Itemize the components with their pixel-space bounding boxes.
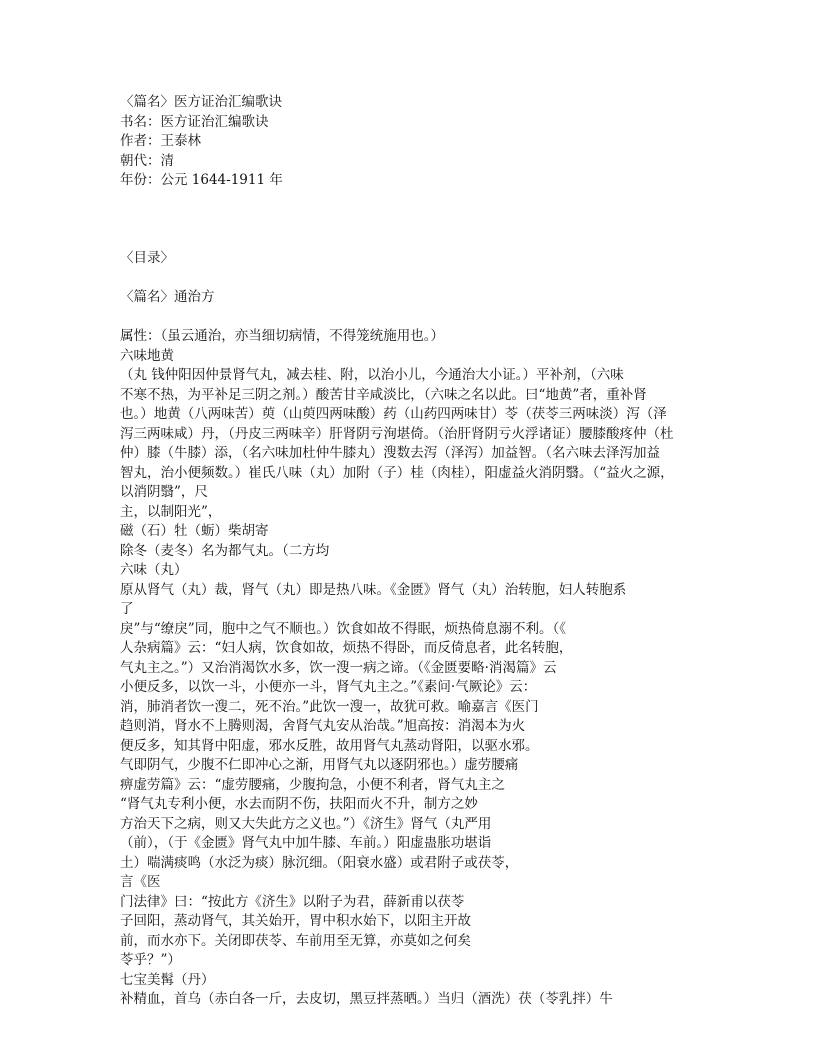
text-line: 七宝美髯（丹） bbox=[120, 971, 215, 988]
text-line: 泻三两味咸）丹，（丹皮三两味辛）肝肾阴亏洵堪倚。（治肝肾阴亏火浮诸证）腰膝酸疼仲（杜 bbox=[120, 425, 674, 442]
text-line: 门法律》曰：“按此方《济生》以附子为君，薛新甫以茯苓 bbox=[120, 893, 465, 910]
text-line: 气即阴气，少腹不仁即冲心之渐，用肾气丸以逐阴邪也。）虚劳腰痛 bbox=[120, 757, 519, 773]
text-line: 原从肾气（丸）裁，肾气（丸）即是热八味。《金匮》肾气（丸）治转胞，妇人转胞系 bbox=[120, 581, 627, 598]
spacer bbox=[120, 308, 700, 328]
text-line: 除冬（麦冬）名为都气丸。（二方均 bbox=[120, 542, 330, 559]
body-text bbox=[120, 327, 700, 1010]
dynasty: 朝代：清 bbox=[120, 152, 174, 169]
text-line: （前），（于《金匮》肾气丸中加牛膝、车前。）阳虚蛊胀功堪诣 bbox=[120, 835, 492, 851]
text-line: 也。）地黄（八两味苦）萸（山萸四两味酸）药（山药四两味甘）苓（茯苓三两味淡）泻（泽 bbox=[120, 406, 667, 422]
text-line: （丸 钱仲阳因仲景肾气丸，减去桂、附，以治小儿，今通治大小证。）平补剂，（六味 bbox=[120, 367, 624, 383]
text-line: “肾气丸专利小便，水去而阴不伤，扶阳而火不升，制方之妙 bbox=[120, 796, 478, 812]
text-line: 智丸，治小便频数。）崔氏八味（丸）加附（子）桂（肉桂），阳虚益火消阴翳。（“益火之源， bbox=[120, 464, 674, 481]
text-line: 苓乎？”） bbox=[120, 952, 181, 968]
text-line: 补精血，首乌（赤白各一斤，去皮切，黑豆拌蒸晒。）当归（酒洗）茯（苓乳拌）牛 bbox=[120, 991, 613, 1007]
text-line: 主，以制阳光”， bbox=[120, 503, 222, 520]
text-line: 了 bbox=[120, 601, 134, 617]
text-line: 属性：（虽云通治，亦当细切病情，不得笼统施用也。） bbox=[120, 328, 444, 344]
author: 作者：王泰林 bbox=[120, 133, 201, 149]
text-line: 气丸主之。”）又治消渴饮水多，饮一溲一病之谛。（《金匮要略·消渴篇》云 bbox=[120, 659, 557, 676]
section-title: 〈篇名〉通治方 bbox=[120, 289, 215, 305]
table-of-contents-heading: 〈目录〉 bbox=[120, 250, 174, 266]
text-line: 人杂病篇》云：“妇人病，饮食如故，烦热不得卧，而反倚息者，此名转胞， bbox=[120, 640, 573, 656]
text-line: 言《医 bbox=[120, 874, 161, 890]
text-line: 前，而水亦下。关闭即茯苓、车前用至无算，亦莫如之何矣 bbox=[120, 932, 471, 949]
text-line: 磁（石）牡（蛎）柴胡寄 bbox=[120, 523, 269, 539]
text-line: 痹虚劳篇》云：“虚劳腰痛，少腹拘急，小便不利者，肾气丸主之 bbox=[120, 776, 505, 793]
text-line: 子回阳，蒸动肾气，其关始开，胃中积水始下，以阳主开故 bbox=[120, 913, 471, 929]
text-line: 戾”与“缭戾”同，胞中之气不顺也。）饮食如故不得眠，烦热倚息溺不利。（《 bbox=[120, 620, 566, 637]
text-line: 以消阴翳”，尺 bbox=[120, 484, 208, 500]
chapter-title: 〈篇名〉医方证治汇编歌诀 bbox=[120, 94, 282, 110]
year: 年份：公元 1644-1911 年 bbox=[120, 172, 283, 188]
text-line: 消，肺消者饮一溲二，死不治。”此饮一溲一，故犹可救。喻嘉言《医门 bbox=[120, 698, 539, 715]
book-name: 书名：医方证治汇编歌诀 bbox=[120, 113, 269, 130]
spacer bbox=[120, 269, 700, 289]
text-line: 六味地黄 bbox=[120, 347, 174, 364]
text-line: 小便反多，以饮一斗，小便亦一斗，肾气丸主之。”《素问·气厥论》云： bbox=[120, 679, 537, 695]
text-line: 便反多，知其肾中阳虚，邪水反胜，故用肾气丸蒸动肾阳，以驱水邪。 bbox=[120, 737, 539, 754]
text-line: 趋则消，肾水不上腾则渴，舍肾气丸安从治哉。”旭高按：消渴本为火 bbox=[120, 718, 526, 734]
text-line: 土）喘满痰鸣（水泛为痰）脉沉细。（阳衰水盛）或君附子或茯苓， bbox=[120, 854, 519, 871]
text-line: 不寒不热，为平补足三阴之剂。）酸苦甘辛咸淡比，（六味之名以此。曰“地黄”者，重补肾 bbox=[120, 386, 647, 403]
text-line: 仲）膝（牛膝）添，（名六味加杜仲牛膝丸）溲数去泻（泽泻）加益智。（名六味去泽泻加益 bbox=[120, 445, 660, 461]
document-page bbox=[120, 93, 700, 1010]
spacer bbox=[120, 191, 700, 250]
text-line: 六味（丸） bbox=[120, 562, 188, 578]
text-line: 方治天下之病，则又大失此方之义也。”）《济生》肾气（丸严用 bbox=[120, 815, 492, 832]
